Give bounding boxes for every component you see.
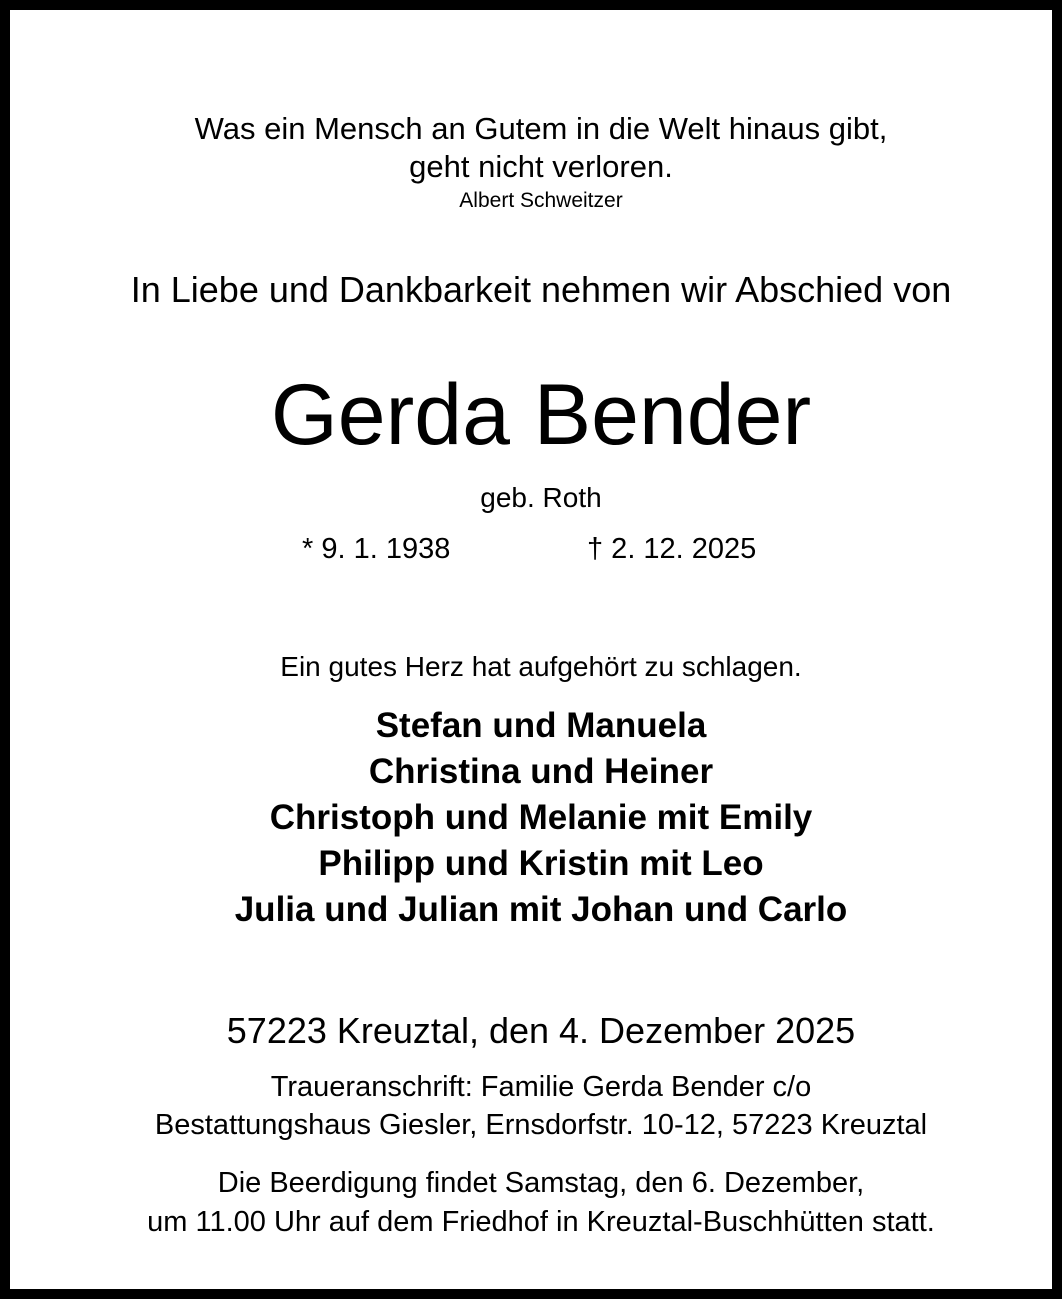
place-date: 57223 Kreuztal, den 4. Dezember 2025	[226, 1010, 856, 1051]
birth-date: * 9. 1. 1938	[302, 533, 451, 565]
life-dates	[10, 535, 1062, 569]
birth-name: geb. Roth	[480, 482, 602, 513]
death-date: † 2. 12. 2025	[587, 533, 757, 565]
family-line-5: Julia und Julian mit Johan und Carlo	[234, 890, 848, 929]
family-line-3: Christoph und Melanie mit Emily	[269, 798, 813, 837]
heart-line: Ein gutes Herz hat aufgehört zu schlagen.	[280, 651, 802, 682]
family-line-4: Philipp und Kristin mit Leo	[318, 844, 764, 883]
funeral-line-1: Die Beerdigung findet Samstag, den 6. Dezember,	[217, 1167, 865, 1199]
quote-author: Albert Schweitzer	[459, 189, 623, 212]
funeral-line-2: um 11.00 Uhr auf dem Friedhof in Kreuztal-Buschhütten statt.	[147, 1206, 935, 1238]
family-line-1: Stefan und Manuela	[375, 706, 707, 745]
intro-text: In Liebe und Dankbarkeit nehmen wir Abschied von	[130, 269, 952, 310]
quote-line-1: Was ein Mensch an Gutem in die Welt hinaus gibt,	[194, 111, 888, 146]
deceased-name: Gerda Bender	[270, 367, 812, 463]
family-line-2: Christina und Heiner	[368, 752, 714, 791]
quote-line-2: geht nicht verloren.	[409, 149, 673, 184]
address-line-1: Traueranschrift: Familie Gerda Bender c/o	[270, 1071, 812, 1103]
address-line-2: Bestattungshaus Giesler, Ernsdorfstr. 10-12, 57223 Kreuztal	[154, 1109, 928, 1141]
